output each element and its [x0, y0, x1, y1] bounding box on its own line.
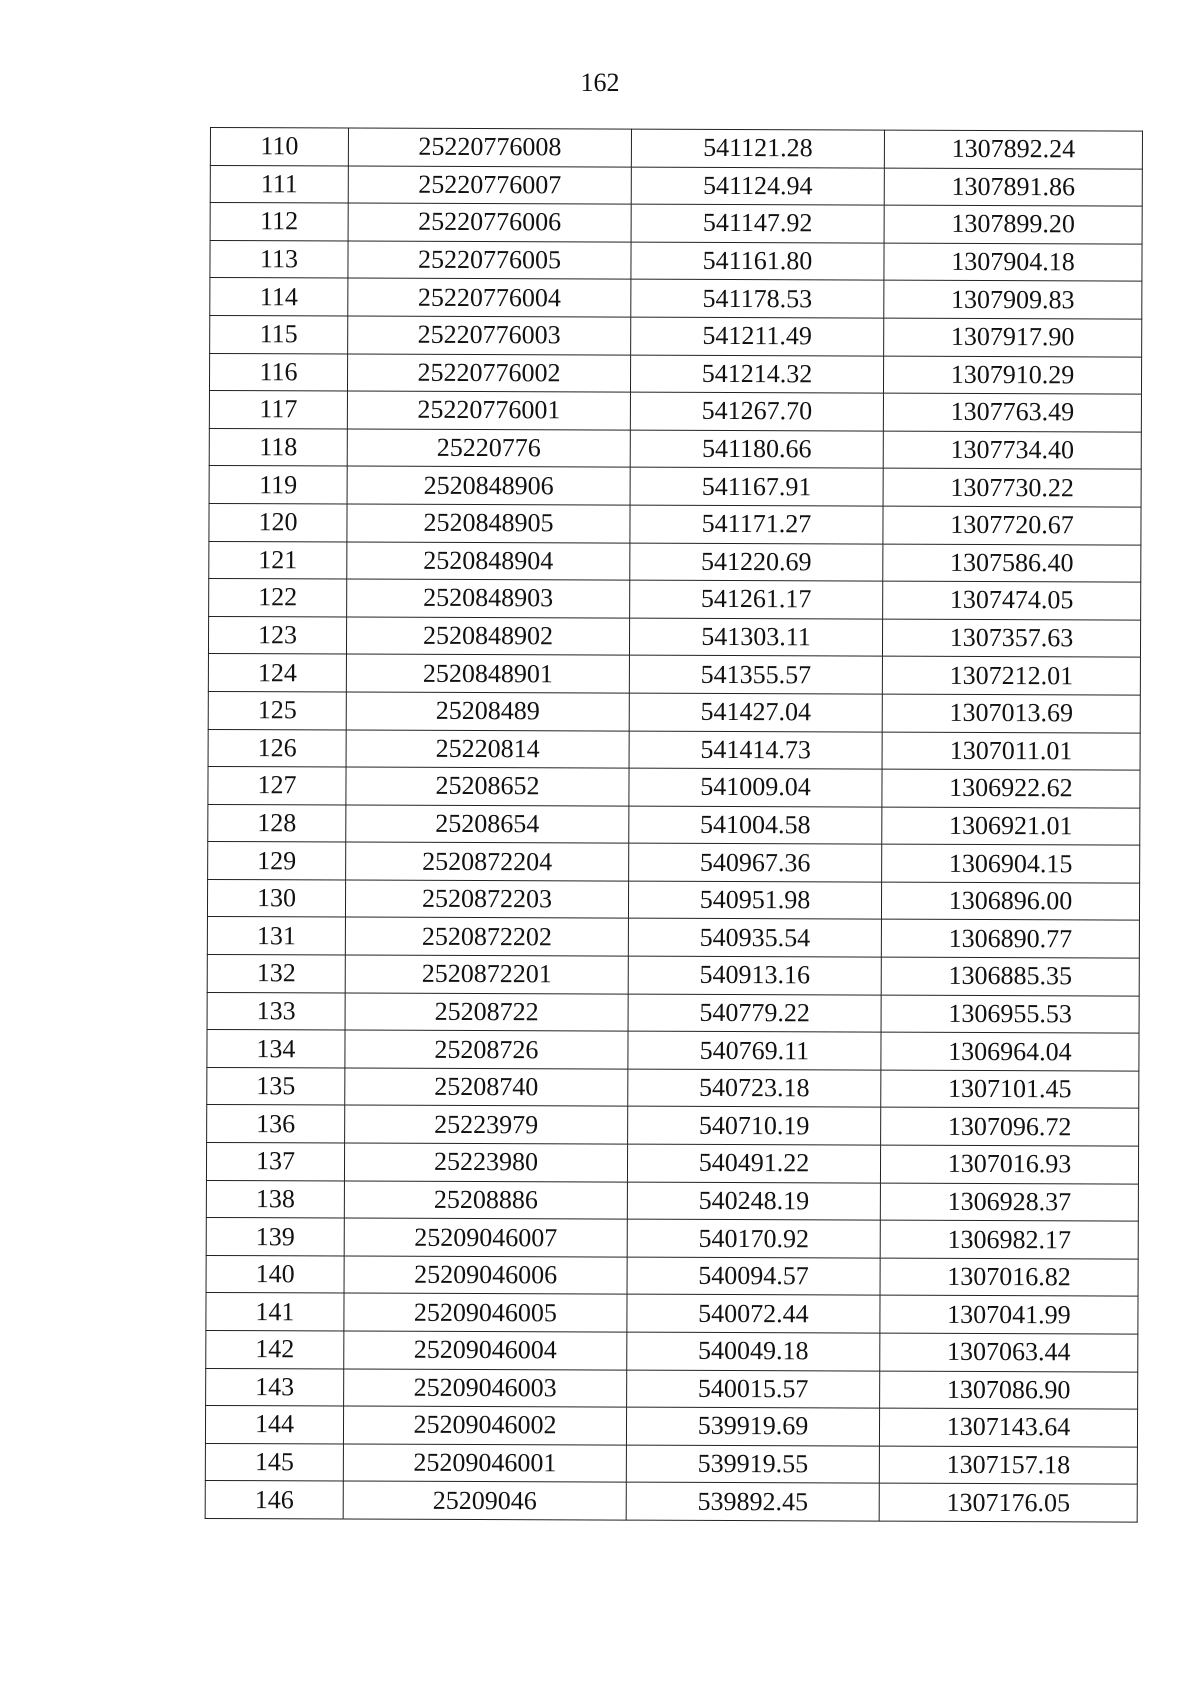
row-number-cell: 146 [205, 1481, 343, 1519]
point-id-cell: 25208740 [345, 1068, 628, 1107]
row-number-cell: 127 [208, 767, 346, 805]
x-coordinate-cell: 541147.92 [631, 204, 884, 243]
coordinates-table [205, 127, 1143, 1523]
y-coordinate-cell: 1307720.67 [883, 506, 1141, 545]
row-number-cell: 128 [208, 804, 346, 842]
table-row [206, 1330, 1138, 1371]
x-coordinate-cell: 541124.94 [631, 167, 884, 206]
y-coordinate-cell: 1307904.18 [884, 243, 1142, 282]
row-number-cell: 141 [206, 1293, 344, 1331]
y-coordinate-cell: 1307734.40 [883, 431, 1141, 470]
x-coordinate-cell: 541414.73 [629, 731, 882, 770]
table-row [208, 691, 1140, 732]
y-coordinate-cell: 1307891.86 [884, 168, 1142, 207]
x-coordinate-cell: 541004.58 [629, 806, 882, 845]
y-coordinate-cell: 1306921.01 [882, 807, 1140, 846]
row-number-cell: 122 [209, 579, 347, 617]
row-number-cell: 124 [208, 654, 346, 692]
row-number-cell: 138 [206, 1180, 344, 1218]
row-number-cell: 116 [209, 353, 347, 391]
y-coordinate-cell: 1307730.22 [883, 468, 1141, 507]
row-number-cell: 132 [207, 955, 345, 993]
x-coordinate-cell: 541161.80 [631, 242, 884, 281]
y-coordinate-cell: 1306896.00 [881, 882, 1139, 921]
row-number-cell: 131 [207, 917, 345, 955]
x-coordinate-cell: 541171.27 [630, 505, 883, 544]
point-id-cell: 2520848905 [347, 504, 630, 543]
row-number-cell: 145 [205, 1443, 343, 1481]
y-coordinate-cell: 1307041.99 [880, 1295, 1138, 1334]
row-number-cell: 139 [206, 1218, 344, 1256]
table-row [206, 1368, 1138, 1409]
table-row [207, 917, 1139, 958]
point-id-cell: 25220776 [347, 429, 630, 468]
y-coordinate-cell: 1307910.29 [883, 356, 1141, 395]
point-id-cell: 25220776005 [348, 241, 631, 280]
y-coordinate-cell: 1307063.44 [880, 1333, 1138, 1372]
row-number-cell: 135 [207, 1067, 345, 1105]
point-id-cell: 25209046004 [344, 1331, 627, 1370]
x-coordinate-cell: 540913.16 [628, 956, 881, 995]
table-row [208, 767, 1140, 808]
point-id-cell: 25208652 [346, 767, 629, 806]
y-coordinate-cell: 1307016.93 [880, 1145, 1138, 1184]
point-id-cell: 2520848901 [346, 654, 629, 693]
row-number-cell: 142 [206, 1330, 344, 1368]
row-number-cell: 144 [205, 1406, 343, 1444]
table-row [209, 391, 1141, 432]
y-coordinate-cell: 1306964.04 [881, 1032, 1139, 1071]
point-id-cell: 2520848906 [347, 466, 630, 505]
row-number-cell: 123 [208, 616, 346, 654]
x-coordinate-cell: 540935.54 [628, 919, 881, 958]
x-coordinate-cell: 540015.57 [627, 1370, 880, 1409]
table-row [210, 278, 1142, 319]
x-coordinate-cell: 541167.91 [630, 467, 883, 506]
x-coordinate-cell: 541355.57 [629, 655, 882, 694]
y-coordinate-cell: 1307763.49 [883, 393, 1141, 432]
x-coordinate-cell: 540769.11 [628, 1031, 881, 1070]
table-row [206, 1218, 1138, 1259]
point-id-cell: 25208489 [346, 692, 629, 731]
coordinates-table-wrapper [205, 127, 1142, 1523]
y-coordinate-cell: 1307917.90 [884, 318, 1142, 357]
point-id-cell: 25220776007 [348, 166, 631, 205]
table-row [209, 503, 1141, 544]
y-coordinate-cell: 1307212.01 [882, 656, 1140, 695]
row-number-cell: 125 [208, 691, 346, 729]
point-id-cell: 25223979 [345, 1105, 628, 1144]
x-coordinate-cell: 541121.28 [631, 129, 884, 168]
point-id-cell: 25220776004 [348, 278, 631, 317]
coordinates-table-body [205, 128, 1142, 1523]
row-number-cell: 120 [209, 503, 347, 541]
point-id-cell: 25209046006 [344, 1256, 627, 1295]
table-row [207, 879, 1139, 920]
point-id-cell: 2520872204 [346, 842, 629, 881]
x-coordinate-cell: 540710.19 [628, 1107, 881, 1146]
point-id-cell: 2520848903 [347, 579, 630, 618]
x-coordinate-cell: 541178.53 [631, 279, 884, 318]
point-id-cell: 2520848904 [347, 542, 630, 581]
row-number-cell: 121 [209, 541, 347, 579]
x-coordinate-cell: 539919.55 [626, 1445, 879, 1484]
point-id-cell: 25209046 [343, 1481, 626, 1520]
y-coordinate-cell: 1307899.20 [884, 205, 1142, 244]
table-row [206, 1293, 1138, 1334]
x-coordinate-cell: 541427.04 [629, 693, 882, 732]
table-row [210, 315, 1142, 356]
x-coordinate-cell: 540491.22 [627, 1144, 880, 1183]
y-coordinate-cell: 1307013.69 [882, 694, 1140, 733]
x-coordinate-cell: 540967.36 [629, 843, 882, 882]
point-id-cell: 25209046003 [344, 1369, 627, 1408]
y-coordinate-cell: 1307586.40 [883, 544, 1141, 583]
table-row [205, 1406, 1137, 1447]
table-row [209, 541, 1141, 582]
row-number-cell: 130 [207, 879, 345, 917]
row-number-cell: 113 [210, 240, 348, 278]
y-coordinate-cell: 1307357.63 [882, 619, 1140, 658]
y-coordinate-cell: 1307157.18 [879, 1446, 1137, 1485]
point-id-cell: 25220776008 [348, 128, 631, 167]
point-id-cell: 25209046001 [343, 1444, 626, 1483]
x-coordinate-cell: 541267.70 [630, 392, 883, 431]
row-number-cell: 140 [206, 1255, 344, 1293]
table-row [206, 1180, 1138, 1221]
table-row [209, 353, 1141, 394]
point-id-cell: 25208886 [344, 1181, 627, 1220]
x-coordinate-cell: 540723.18 [628, 1069, 881, 1108]
table-row [207, 955, 1139, 996]
table-row [207, 1105, 1139, 1146]
row-number-cell: 133 [207, 992, 345, 1030]
point-id-cell: 25208722 [345, 993, 628, 1032]
x-coordinate-cell: 540072.44 [627, 1295, 880, 1334]
point-id-cell: 2520872202 [345, 917, 628, 956]
point-id-cell: 25220814 [346, 730, 629, 769]
x-coordinate-cell: 539892.45 [626, 1482, 879, 1521]
x-coordinate-cell: 540779.22 [628, 994, 881, 1033]
y-coordinate-cell: 1307143.64 [879, 1408, 1137, 1447]
y-coordinate-cell: 1307474.05 [883, 581, 1141, 620]
x-coordinate-cell: 541214.32 [630, 355, 883, 394]
table-row [210, 203, 1142, 244]
point-id-cell: 25209046007 [344, 1218, 627, 1257]
row-number-cell: 134 [207, 1030, 345, 1068]
x-coordinate-cell: 540951.98 [628, 881, 881, 920]
table-row [209, 466, 1141, 507]
row-number-cell: 114 [210, 278, 348, 316]
y-coordinate-cell: 1307101.45 [881, 1070, 1139, 1109]
x-coordinate-cell: 540094.57 [627, 1257, 880, 1296]
point-id-cell: 25220776002 [347, 354, 630, 393]
y-coordinate-cell: 1306928.37 [880, 1183, 1138, 1222]
page-number: 162 [580, 68, 620, 97]
y-coordinate-cell: 1307909.83 [884, 280, 1142, 319]
row-number-cell: 137 [206, 1143, 344, 1181]
x-coordinate-cell: 541303.11 [629, 618, 882, 657]
row-number-cell: 119 [209, 466, 347, 504]
y-coordinate-cell: 1306982.17 [880, 1220, 1138, 1259]
point-id-cell: 25209046005 [344, 1293, 627, 1332]
point-id-cell: 25220776006 [348, 203, 631, 242]
table-row [206, 1255, 1138, 1296]
point-id-cell: 25220776001 [347, 391, 630, 430]
row-number-cell: 111 [210, 165, 348, 203]
table-row [205, 1481, 1137, 1522]
table-row [205, 1443, 1137, 1484]
y-coordinate-cell: 1306955.53 [881, 995, 1139, 1034]
point-id-cell: 25223980 [344, 1143, 627, 1182]
x-coordinate-cell: 541220.69 [630, 543, 883, 582]
point-id-cell: 25208654 [346, 805, 629, 844]
row-number-cell: 118 [209, 428, 347, 466]
y-coordinate-cell: 1306904.15 [882, 844, 1140, 883]
row-number-cell: 115 [210, 315, 348, 353]
table-row [210, 165, 1142, 206]
row-number-cell: 143 [206, 1368, 344, 1406]
y-coordinate-cell: 1306890.77 [881, 920, 1139, 959]
table-row [207, 1030, 1139, 1071]
y-coordinate-cell: 1307011.01 [882, 732, 1140, 771]
y-coordinate-cell: 1307016.82 [880, 1258, 1138, 1297]
x-coordinate-cell: 540248.19 [627, 1182, 880, 1221]
y-coordinate-cell: 1307096.72 [881, 1108, 1139, 1147]
y-coordinate-cell: 1306885.35 [881, 957, 1139, 996]
table-row [210, 240, 1142, 281]
x-coordinate-cell: 539919.69 [626, 1407, 879, 1446]
row-number-cell: 112 [210, 203, 348, 241]
table-row [208, 842, 1140, 883]
table-row [209, 579, 1141, 620]
row-number-cell: 110 [210, 128, 348, 166]
point-id-cell: 25208726 [345, 1030, 628, 1069]
x-coordinate-cell: 540049.18 [627, 1332, 880, 1371]
row-number-cell: 136 [207, 1105, 345, 1143]
x-coordinate-cell: 541261.17 [630, 580, 883, 619]
table-row [206, 1143, 1138, 1184]
table-row [208, 654, 1140, 695]
x-coordinate-cell: 540170.92 [627, 1219, 880, 1258]
table-row [210, 128, 1142, 169]
x-coordinate-cell: 541211.49 [631, 317, 884, 356]
point-id-cell: 2520848902 [346, 617, 629, 656]
table-row [207, 1067, 1139, 1108]
row-number-cell: 126 [208, 729, 346, 767]
point-id-cell: 2520872203 [345, 880, 628, 919]
row-number-cell: 129 [208, 842, 346, 880]
table-row [207, 992, 1139, 1033]
row-number-cell: 117 [209, 391, 347, 429]
point-id-cell: 25220776003 [348, 316, 631, 355]
y-coordinate-cell: 1307086.90 [880, 1371, 1138, 1410]
y-coordinate-cell: 1306922.62 [882, 769, 1140, 808]
table-row [208, 616, 1140, 657]
point-id-cell: 2520872201 [345, 955, 628, 994]
y-coordinate-cell: 1307176.05 [879, 1483, 1137, 1522]
table-row [208, 804, 1140, 845]
x-coordinate-cell: 541009.04 [629, 768, 882, 807]
y-coordinate-cell: 1307892.24 [884, 130, 1142, 169]
table-row [209, 428, 1141, 469]
table-row [208, 729, 1140, 770]
point-id-cell: 25209046002 [343, 1406, 626, 1445]
x-coordinate-cell: 541180.66 [630, 430, 883, 469]
